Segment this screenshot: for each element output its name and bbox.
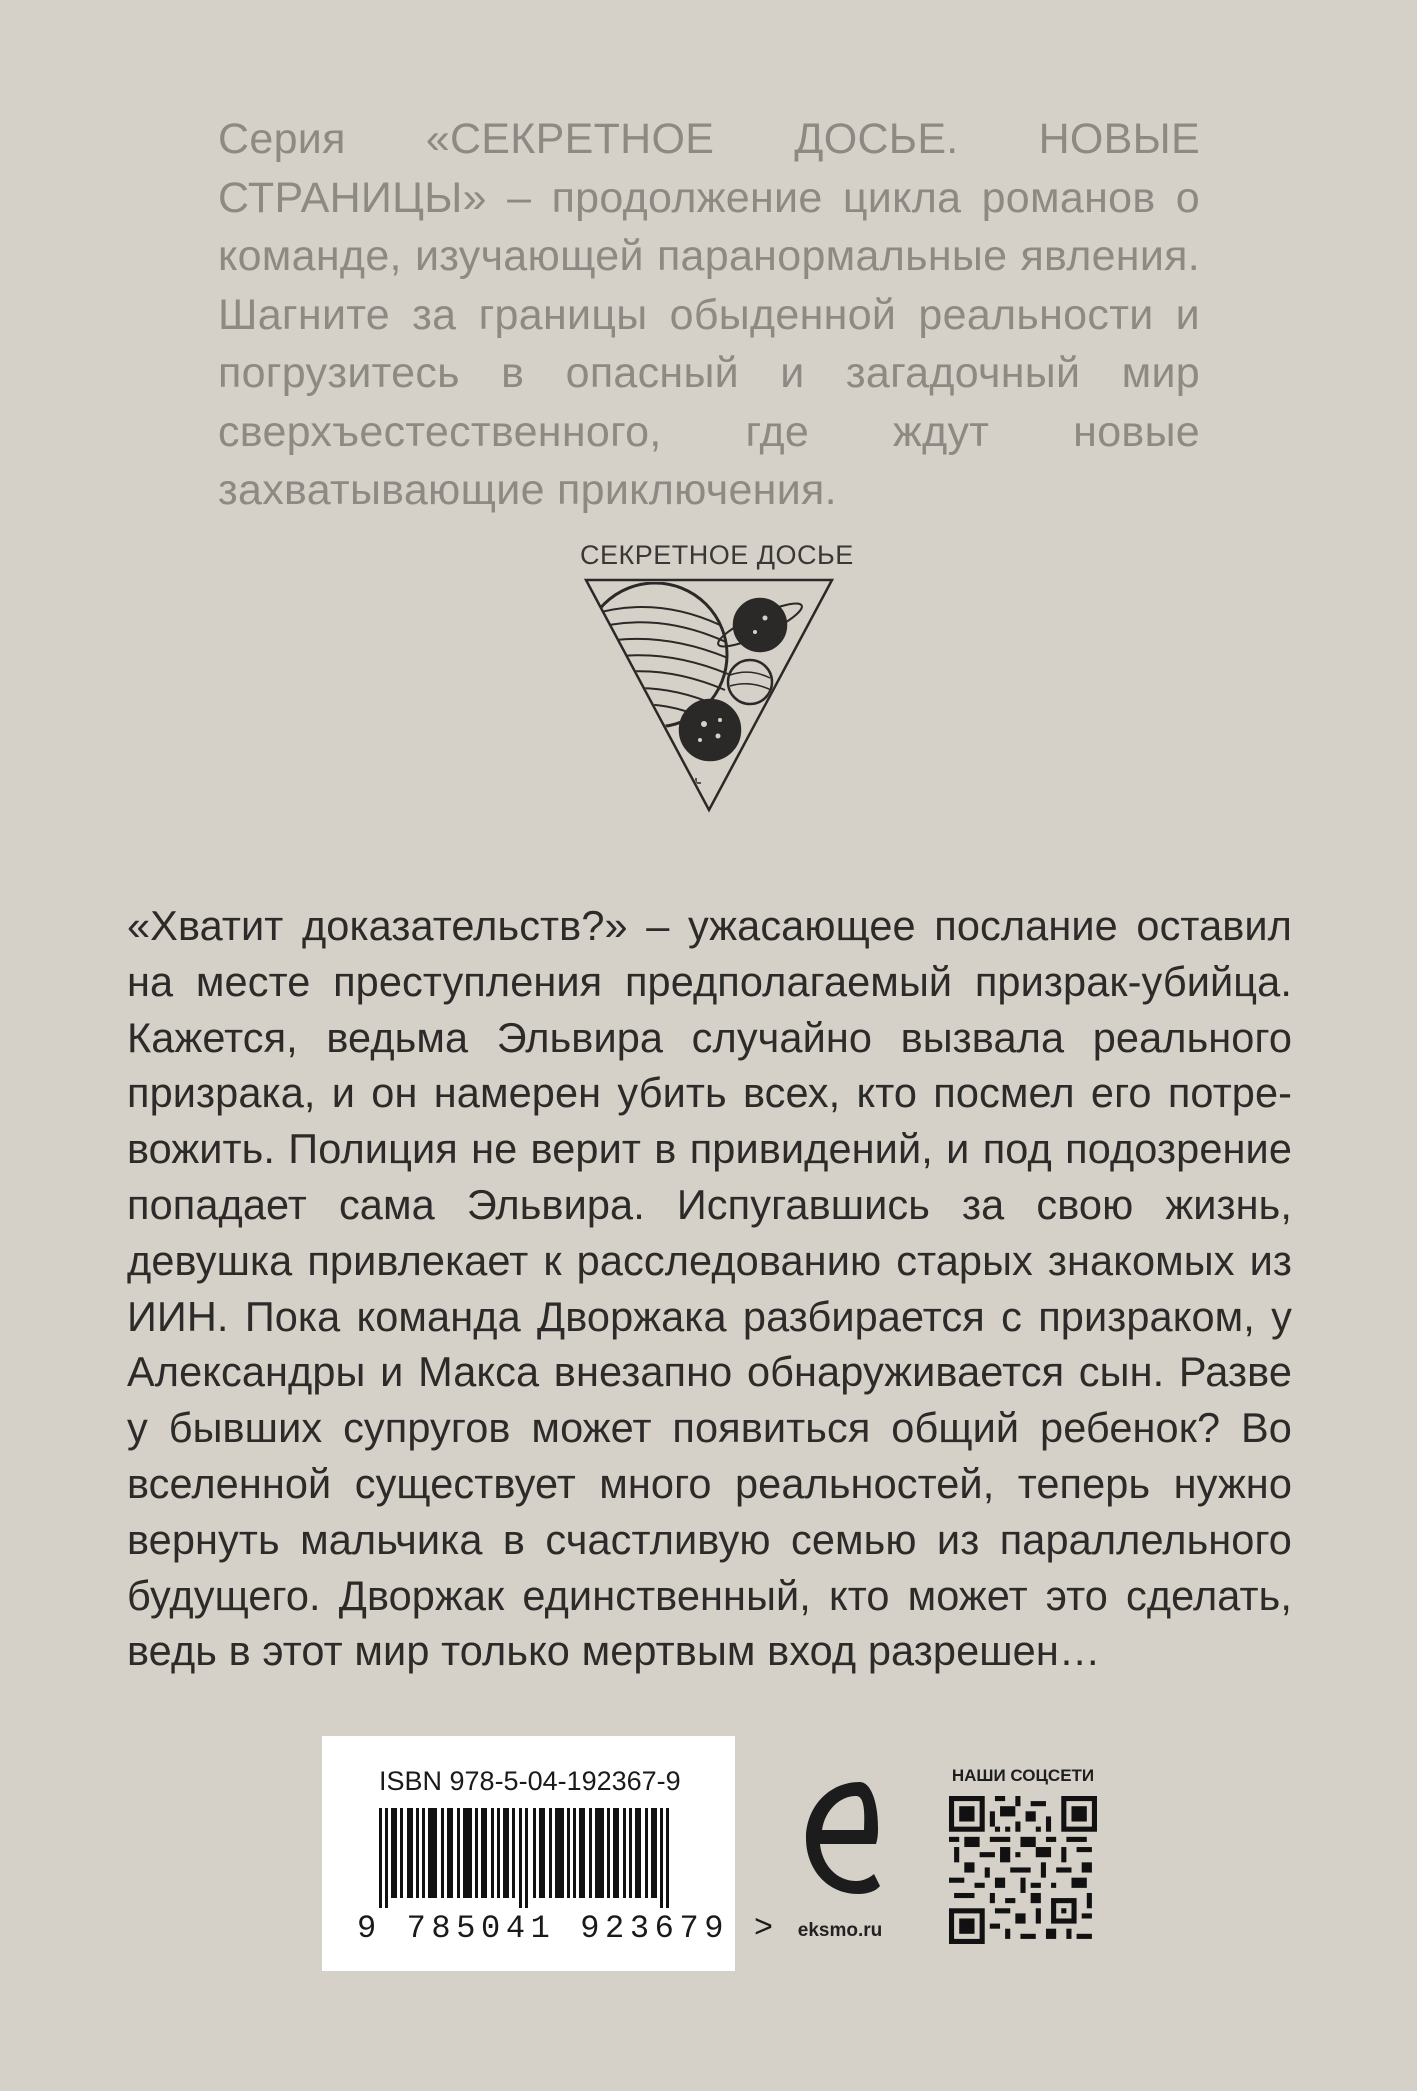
series-name: «СЕКРЕТНОЕ ДОСЬЕ. НОВЫЕ СТРАНИЦЫ» [218, 115, 1201, 222]
qr-code-icon[interactable] [949, 1796, 1097, 1944]
series-logo-title: СЕКРЕТНОЕ ДОСЬЕ [580, 540, 854, 570]
barcode-panel [322, 1736, 779, 1971]
barcode-icon [357, 1808, 707, 1908]
ean-digits: 9 785041 923679 > [357, 1910, 779, 1947]
book-annotation: «Хватит доказательств?» – ужасающее послание оставил на месте преступления предполагаемый призрак-убийца. Кажется, ведьма Эльвира случайно вызвала реального призрака, и он намерен убить всех, кто посмел его потревожить. Полиция не верит в привидений, и под подозрение попадает сама Эльвира. Испугавшись за свою жизнь, девушка привлекает к расследованию старых знакомых из ИИН. Пока команда Дворжака разбирается с призраком, у Александры и Макса внезапно обнаруживается сын. Разве у бывших супругов может появиться общий ребенок? Во вселенной существует много реальностей, теперь нужно вернуть мальчика в счастливую семью из параллельного будущего. Дворжак единственный, кто может это сделать, ведь в этот мир только мертвым вход разрешен… [127, 902, 1292, 1675]
social-label: НАШИ СОЦСЕТИ [951, 1766, 1095, 1785]
publisher-site[interactable]: eksmo.ru [797, 1920, 883, 1941]
isbn-label: ISBN 978-5-04-192367-9 [379, 1766, 681, 1796]
publisher-block [780, 1770, 900, 1955]
series-prefix: Серия [218, 115, 346, 163]
series-logo [580, 540, 854, 815]
eksmo-logo-icon [798, 1770, 882, 1905]
planets-triangle-icon [580, 570, 838, 815]
series-description [218, 110, 1200, 520]
series-text: – продолжение цикла романов о команде, изучающей паранормальные явления. Шагните за границы обыденной реальности и погрузитесь в опасный и загадочный мир сверхъестественного, где ждут новые захватывающие приключения. [218, 173, 1200, 514]
social-block [943, 1766, 1103, 1956]
